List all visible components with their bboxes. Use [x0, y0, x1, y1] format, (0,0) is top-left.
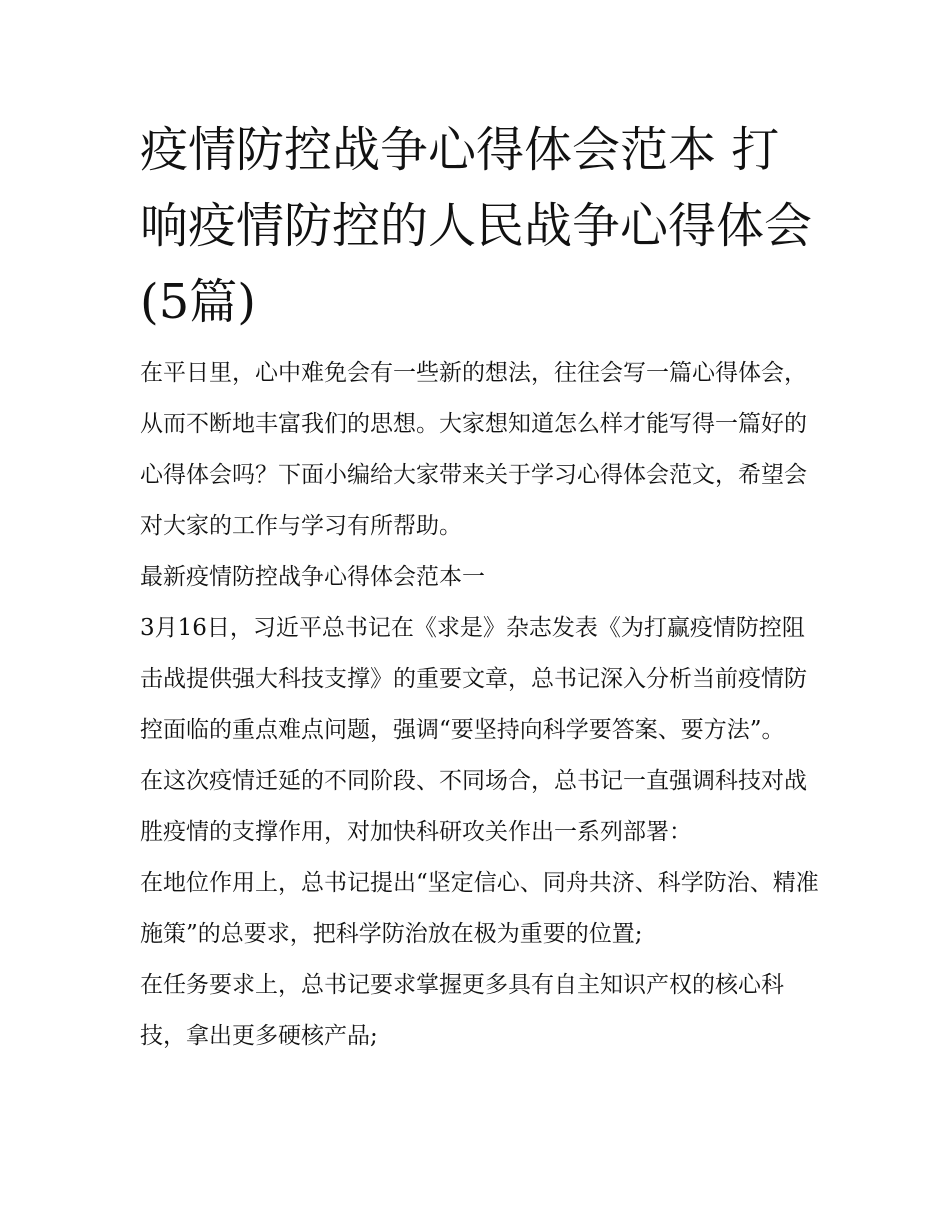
- document-body: [140, 348, 820, 1062]
- paragraph: 在任务要求上，总书记要求掌握更多具有自主知识产权的核心科技，拿出更多硬核产品;: [140, 972, 784, 1049]
- paragraph: 3月16日，习近平总书记在《求是》杂志发表《为打赢疫情防控阻击战提供强大科技支撑》的重要文章，总书记深入分析当前疫情防控面临的重点难点问题，强调“要坚持向科学要答案、要方法”。: [140, 615, 807, 743]
- paragraph: 在地位作用上，总书记提出“坚定信心、同舟共济、科学防治、精准施策”的总要求，把科学防治放在极为重要的位置;: [140, 870, 819, 947]
- document-content: [140, 112, 820, 1062]
- document-title: 疫情防控战争心得体会范本 打响疫情防控的人民战争心得体会(5篇): [140, 122, 813, 330]
- paragraph-intro: 在平日里，心中难免会有一些新的想法，往往会写一篇心得体会，从而不断地丰富我们的思想。大家想知道怎么样才能写得一篇好的心得体会吗？下面小编给大家带来关于学习心得体会范文，希望会对大家的工作与学习有所帮助。: [140, 360, 807, 539]
- paragraph: 在这次疫情迁延的不同阶段、不同场合，总书记一直强调科技对战胜疫情的支撑作用，对加快科研攻关作出一系列部署：: [140, 768, 807, 845]
- section-heading: 最新疫情防控战争心得体会范本一: [140, 564, 485, 590]
